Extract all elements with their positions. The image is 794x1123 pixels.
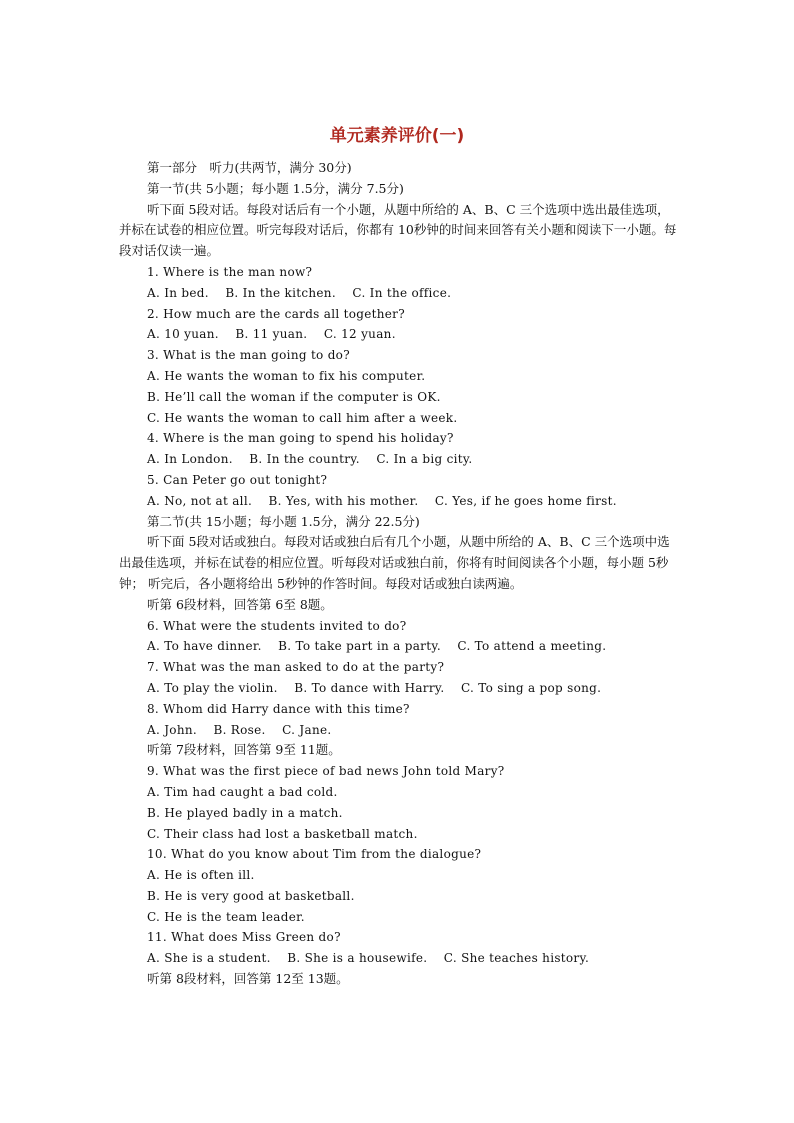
option-line: C. He is the team leader. <box>147 909 305 924</box>
option-line: A. She is a student. B. She is a housewife. C. She teaches history. <box>147 951 590 966</box>
section-instructions: 听下面 5段对话或独白。每段对话或独白后有几个小题，从题中所给的 A、B、C 三个选项中选出最佳选项，并标在试卷的相应位置。听每段对话或独白前，你将有时间阅读各个小题，每小题 5秒钟； 听完后，各小题将给出 5秒钟的作答时间。每段对话或独白读两遍。 <box>119 534 670 591</box>
question-line: 9. What was the first piece of bad news John told Mary? <box>147 764 505 779</box>
question-line: 6. What were the students invited to do? <box>147 618 407 633</box>
section-heading: 第一节(共 5小题；每小题 1.5分，满分 7.5分) <box>147 180 404 196</box>
option-line: A. To have dinner. B. To take part in a party. C. To attend a meeting. <box>147 639 607 654</box>
option-line: A. To play the violin. B. To dance with Harry. C. To sing a pop song. <box>147 680 602 695</box>
option-line: C. Their class had lost a basketball match. <box>147 826 418 841</box>
option-line: A. Tim had caught a bad cold. <box>147 784 338 799</box>
document-body <box>119 158 679 990</box>
option-line: A. He wants the woman to fix his computer. <box>147 368 426 383</box>
option-line: A. He is often ill. <box>147 868 255 883</box>
question-line: 1. Where is the man now? <box>147 264 313 279</box>
question-line: 5. Can Peter go out tonight? <box>147 472 328 487</box>
question-line: 4. Where is the man going to spend his holiday? <box>147 431 454 446</box>
question-line: 10. What do you know about Tim from the dialogue? <box>147 847 482 862</box>
section-heading: 第二节(共 15小题；每小题 1.5分，满分 22.5分) <box>147 513 420 529</box>
question-line: 3. What is the man going to do? <box>147 348 350 363</box>
option-line: C. He wants the woman to call him after a week. <box>147 410 458 425</box>
question-line: 7. What was the man asked to do at the party? <box>147 660 445 675</box>
section-instructions: 听下面 5段对话。每段对话后有一个小题，从题中所给的 A、B、C 三个选项中选出最佳选项，并标在试卷的相应位置。听完每段对话后，你都有 10秒钟的时间来回答有关小题和阅读下一小题。每段对话仅读一遍。 <box>119 201 677 259</box>
question-line: 2. How much are the cards all together? <box>147 306 405 321</box>
question-line: 11. What does Miss Green do? <box>147 930 341 945</box>
option-line: A. 10 yuan. B. 11 yuan. C. 12 yuan. <box>147 327 396 342</box>
option-line: B. He played badly in a match. <box>147 805 343 820</box>
option-line: A. No, not at all. B. Yes, with his mother. C. Yes, if he goes home first. <box>147 493 617 508</box>
material-intro: 听第 8段材料，回答第 12至 13题。 <box>147 971 349 987</box>
option-line: B. He is very good at basketball. <box>147 888 355 903</box>
question-line: 8. Whom did Harry dance with this time? <box>147 701 410 716</box>
material-intro: 听第 7段材料，回答第 9至 11题。 <box>147 742 341 758</box>
option-line: A. In London. B. In the country. C. In a big city. <box>147 452 473 467</box>
option-line: A. In bed. B. In the kitchen. C. In the office. <box>147 285 452 300</box>
part-heading: 第一部分 听力(共两节，满分 30分) <box>147 160 352 175</box>
page-title: 单元素养评价(一) <box>329 126 465 146</box>
material-intro: 听第 6段材料，回答第 6至 8题。 <box>147 596 333 612</box>
option-line: A. John. B. Rose. C. Jane. <box>147 722 332 737</box>
option-line: B. He’ll call the woman if the computer is OK. <box>147 389 441 404</box>
